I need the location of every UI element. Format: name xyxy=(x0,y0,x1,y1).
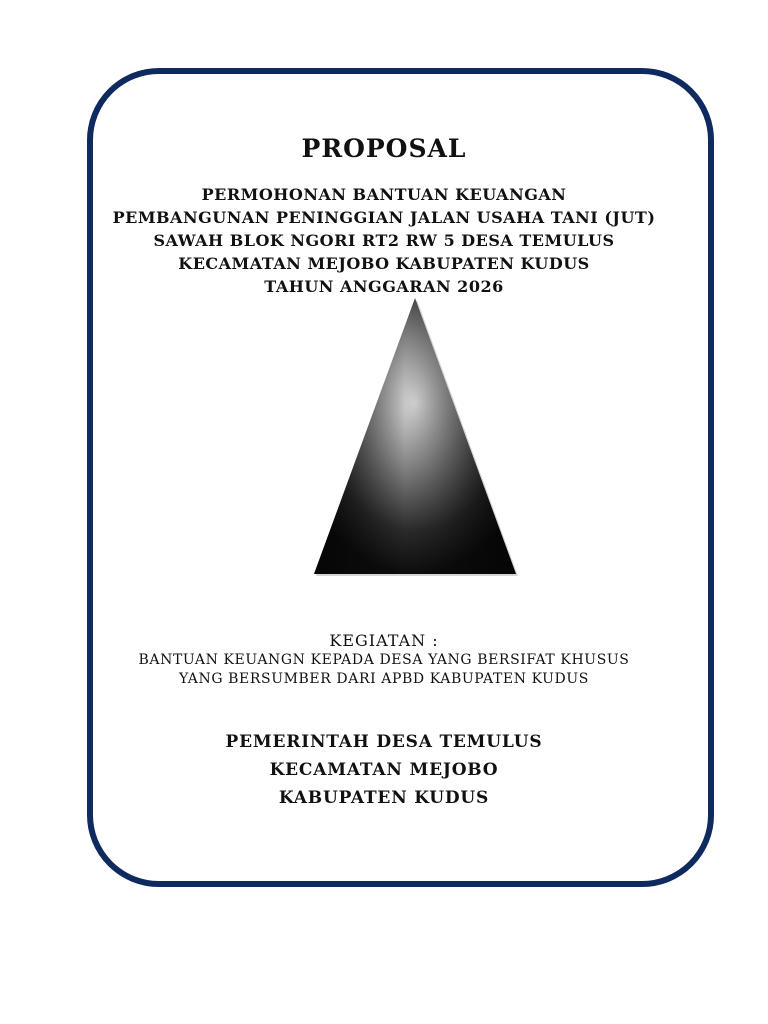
subtitle-line: SAWAH BLOK NGORI RT2 RW 5 DESA TEMULUS xyxy=(153,231,615,250)
document-subtitle xyxy=(0,183,768,298)
subtitle-line: PERMOHONAN BANTUAN KEUANGAN xyxy=(201,185,567,204)
issuer-line: PEMERINTAH DESA TEMULUS xyxy=(225,732,543,752)
subtitle-line: PEMBANGUNAN PENINGGIAN JALAN USAHA TANI (JUT) xyxy=(112,208,656,227)
issuer-section xyxy=(0,728,768,812)
activity-label: KEGIATAN : xyxy=(329,631,439,650)
issuer-line: KECAMATAN MEJOBO xyxy=(269,760,499,780)
activity-line: BANTUAN KEUANGN KEPADA DESA YANG BERSIFAT KHUSUS xyxy=(138,652,630,668)
triangle-emblem xyxy=(312,296,518,576)
issuer-line: KABUPATEN KUDUS xyxy=(278,788,490,808)
subtitle-line: TAHUN ANGGARAN 2026 xyxy=(264,277,504,296)
document-title: PROPOSAL xyxy=(301,134,467,163)
activity-section xyxy=(0,631,768,689)
subtitle-line: KECAMATAN MEJOBO KABUPATEN KUDUS xyxy=(178,254,590,273)
activity-line: YANG BERSUMBER DARI APBD KABUPATEN KUDUS xyxy=(179,671,589,687)
